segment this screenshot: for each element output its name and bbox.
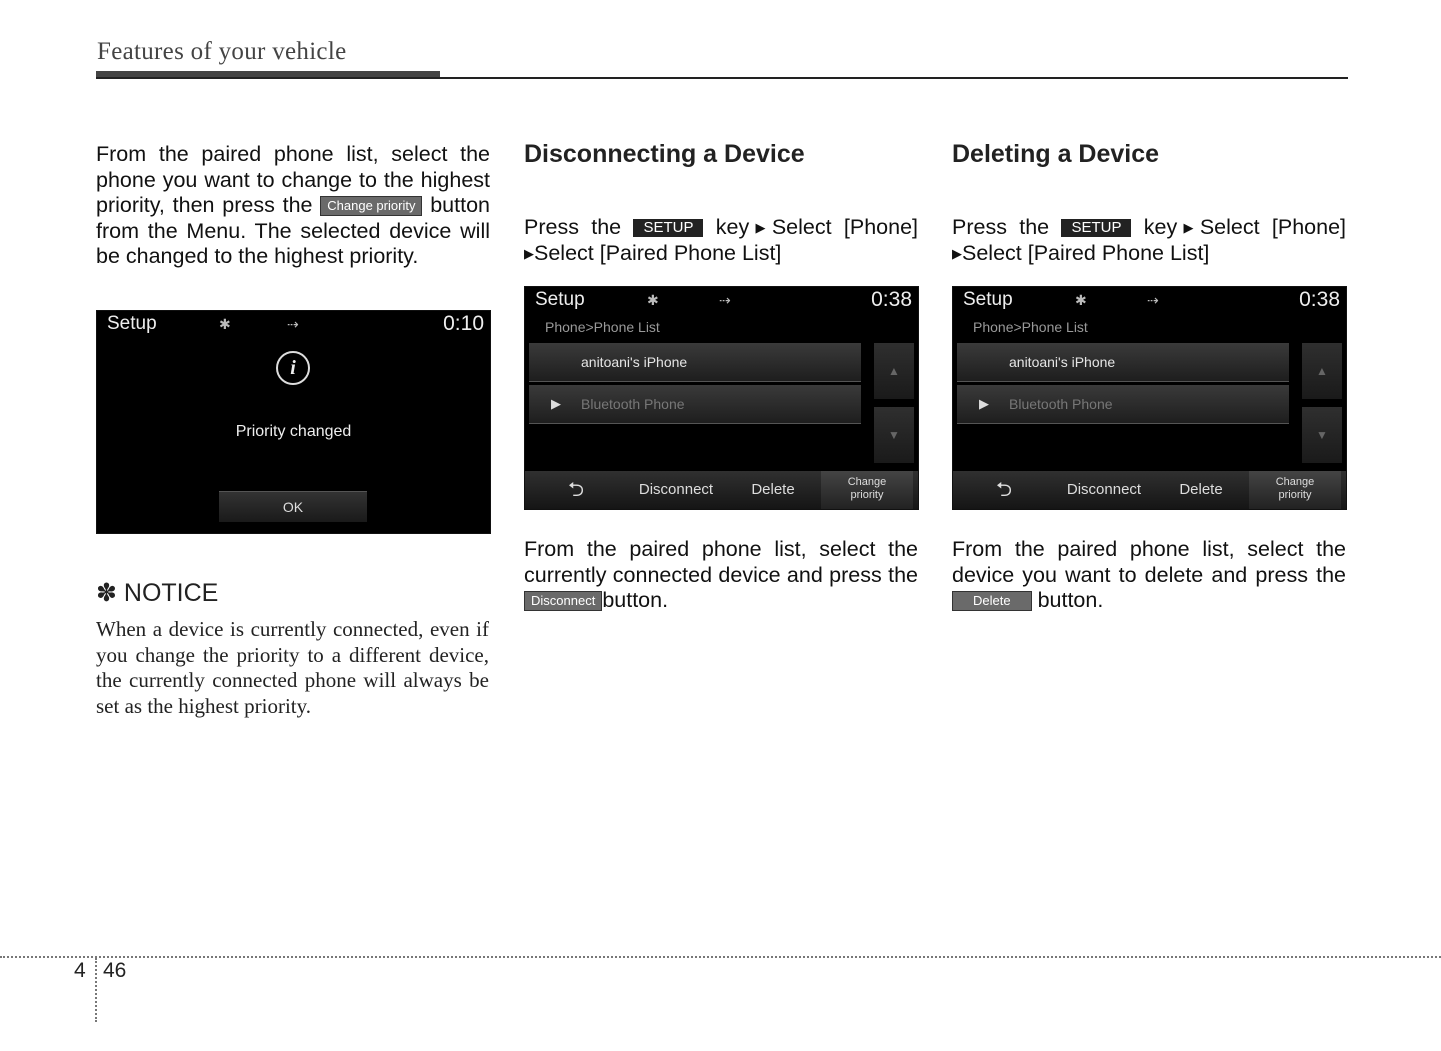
disconnect-inline-button: Disconnect xyxy=(524,591,602,611)
scroll-up-button[interactable]: ▲ xyxy=(874,343,914,399)
priority-text-before: From the paired phone list, select the phone you want to change to the highest priority, then press the xyxy=(96,142,490,218)
screen-status-bar xyxy=(953,287,1346,315)
delete-inline-button: Delete xyxy=(952,591,1032,611)
delete-heading: Deleting a Device xyxy=(952,140,1160,168)
disconnect-steps-line1: Press the SETUP key▶Select [Phone] xyxy=(524,215,918,239)
usb-icon: ⇢ xyxy=(1147,292,1159,308)
screen-breadcrumb: Phone>Phone List xyxy=(545,319,660,335)
scroll-down-button[interactable]: ▼ xyxy=(874,407,914,463)
priority-instructions xyxy=(96,142,490,270)
notice-heading: ✽ NOTICE xyxy=(96,579,219,607)
phone-list-item[interactable]: ▶ Bluetooth Phone xyxy=(529,385,861,424)
header-rule xyxy=(96,77,1348,79)
delete-steps-line2: ▶Select [Paired Phone List] xyxy=(952,240,1210,265)
step-arrow-icon: ▶ xyxy=(749,220,772,235)
delete-caption: From the paired phone list, select the device you want to delete and press the Delete button. xyxy=(952,537,1346,613)
priority-changed-message: Priority changed xyxy=(235,423,352,440)
change-priority-button[interactable]: Change priority xyxy=(821,471,913,509)
phone-list-item[interactable]: anitoani's iPhone xyxy=(529,343,861,382)
disconnect-heading: Disconnecting a Device xyxy=(524,140,805,168)
bluetooth-icon: ✱ xyxy=(647,292,659,308)
scroll-down-button[interactable]: ▼ xyxy=(1302,407,1342,463)
screen-bottom-bar xyxy=(525,471,918,509)
screen-clock: 0:38 xyxy=(1299,288,1340,311)
info-icon: i xyxy=(276,351,310,385)
disconnect-steps-line2: ▶Select [Paired Phone List] xyxy=(524,240,782,265)
column-delete xyxy=(952,140,1346,266)
usb-icon: ⇢ xyxy=(287,316,299,332)
play-icon: ▶ xyxy=(979,396,989,411)
column-disconnect xyxy=(524,140,918,266)
screen-breadcrumb: Phone>Phone List xyxy=(973,319,1088,335)
screen-title: Setup xyxy=(535,289,585,310)
step-arrow-icon: ▶ xyxy=(524,245,534,261)
bluetooth-icon: ✱ xyxy=(1075,292,1087,308)
notice-body: When a device is currently connected, even if you change the priority to a different device, the currently connected phone will always be set as the highest priority. xyxy=(96,617,489,718)
screen-clock: 0:38 xyxy=(871,288,912,311)
footer-divider xyxy=(0,956,1441,958)
page-header-title: Features of your vehicle xyxy=(97,38,347,65)
disconnect-button[interactable]: Disconnect xyxy=(1066,481,1142,498)
step-arrow-icon: ▶ xyxy=(1177,220,1200,235)
back-button[interactable]: ⮌ xyxy=(567,479,585,501)
change-priority-inline-button: Change priority xyxy=(320,196,422,216)
priority-text-after: button from the Menu. The selected device will be changed to the highest priority. xyxy=(96,193,490,269)
usb-icon: ⇢ xyxy=(719,292,731,308)
delete-button[interactable]: Delete xyxy=(1179,481,1223,498)
disconnect-caption: From the paired phone list, select the currently connected device and press the Disconnect button. xyxy=(524,537,918,613)
screen-status-bar xyxy=(525,287,918,315)
page-number: 46 xyxy=(103,959,127,982)
priority-changed-screen xyxy=(96,310,491,534)
disconnect-button[interactable]: Disconnect xyxy=(638,481,714,498)
ok-button[interactable]: OK xyxy=(219,491,367,522)
footer-page-divider xyxy=(95,958,97,1022)
change-priority-button[interactable]: Change priority xyxy=(1249,471,1341,509)
phone-list-screen-disconnect xyxy=(524,286,919,510)
scroll-up-button[interactable]: ▲ xyxy=(1302,343,1342,399)
setup-key: SETUP xyxy=(633,219,703,237)
chapter-number: 4 xyxy=(74,959,86,982)
step-arrow-icon: ▶ xyxy=(952,245,962,261)
phone-list-item[interactable]: ▶ Bluetooth Phone xyxy=(957,385,1289,424)
bluetooth-icon: ✱ xyxy=(219,316,231,332)
back-button[interactable]: ⮌ xyxy=(995,479,1013,501)
screen-status-bar xyxy=(97,311,490,339)
delete-button[interactable]: Delete xyxy=(751,481,795,498)
delete-steps-line1: Press the SETUP key▶Select [Phone] xyxy=(952,215,1346,239)
phone-list-item[interactable]: anitoani's iPhone xyxy=(957,343,1289,382)
setup-key: SETUP xyxy=(1061,219,1131,237)
screen-clock: 0:10 xyxy=(443,312,484,335)
screen-title: Setup xyxy=(963,289,1013,310)
screen-bottom-bar xyxy=(953,471,1346,509)
phone-list-screen-delete xyxy=(952,286,1347,510)
screen-title: Setup xyxy=(107,313,157,334)
play-icon: ▶ xyxy=(551,396,561,411)
column-priority xyxy=(96,142,490,270)
